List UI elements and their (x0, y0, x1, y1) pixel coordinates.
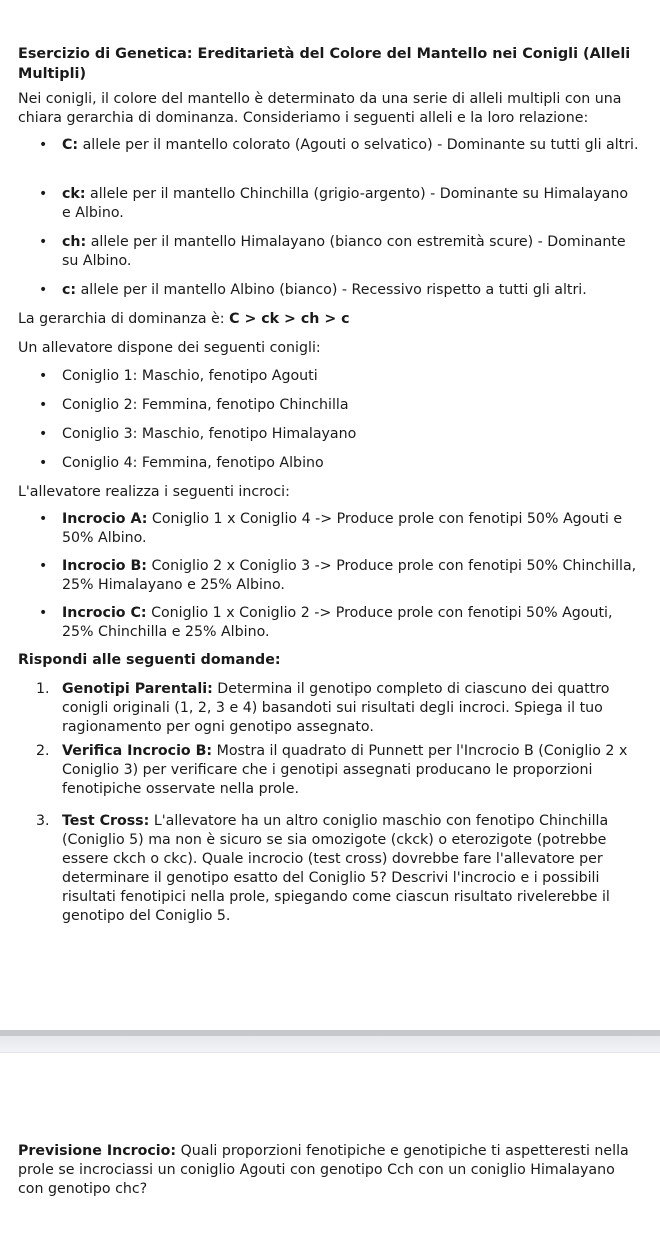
allele-description: allele per il mantello Chinchilla (grigio-argento) - Dominante su Himalayano e Albino. (62, 186, 629, 221)
question-number: 2. (36, 743, 50, 759)
cross-label: Incrocio A: (62, 511, 148, 527)
question-item (36, 742, 640, 799)
allele-symbol: c: (62, 282, 77, 298)
prediction-text: Quali proporzioni fenotipiche e genotipiche ti aspetteresti nella prole se incrociassi un coniglio Agouti con genotipo Cch con un coniglio Himalayano con genotipo chc? (18, 1143, 629, 1197)
hierarchy-value: C > ck > ch > c (229, 311, 350, 327)
crosses-intro: L'allevatore realizza i seguenti incroci: (18, 484, 290, 500)
cross-item (62, 557, 640, 595)
question-label: Verifica Incrocio B: (62, 743, 213, 759)
questions-heading: Rispondi alle seguenti domande: (18, 652, 281, 668)
rabbit-item: • Coniglio 3: Maschio, fenotipo Himalayano (62, 425, 640, 444)
allele-symbol: ch: (62, 234, 87, 250)
breeder-intro: Un allevatore dispone dei seguenti conigli: (18, 340, 321, 356)
allele-item (62, 233, 640, 271)
question-text: Determina il genotipo completo di ciascuno dei quattro conigli originali (1, 2, 3 e 4) basandoti sui risultati degli incroci. Spiega il tuo ragionamento per ogni genotipo assegnato. (62, 681, 610, 735)
cross-item (62, 604, 640, 642)
cross-description: Coniglio 1 x Coniglio 2 -> Produce prole con fenotipi 50% Agouti, 25% Chinchilla e 25% Albino. (62, 605, 613, 640)
allele-symbol: ck: (62, 186, 86, 202)
question-item (36, 680, 640, 737)
allele-item (62, 281, 640, 300)
prediction-question (18, 1142, 638, 1199)
allele-symbol: C: (62, 137, 79, 153)
intro-paragraph: Nei conigli, il colore del mantello è determinato da una serie di alleli multipli con una chiara gerarchia di dominanza. Consideriamo i seguenti alleli e la loro relazione: (18, 91, 622, 126)
cross-label: Incrocio C: (62, 605, 147, 621)
question-text: L'allevatore ha un altro coniglio maschio con fenotipo Chinchilla (Coniglio 5) ma non è sicuro se sia omozigote (ckck) o eterozigote (potrebbe essere ckch o ckc). Quale incrocio (test cross) dovrebbe fare l'allevatore per determinare il genotipo esatto del Coniglio 5? Descrivi l'incrocio e i possibili risultati fenotipici nella prole, spiegando come ciascun risultato rivelerebbe il genotipo del Coniglio 5. (62, 813, 610, 924)
question-number: 1. (36, 681, 50, 697)
question-label: Test Cross: (62, 813, 150, 829)
exercise-title: Esercizio di Genetica: Ereditarietà del Colore del Mantello nei Conigli (Alleli Multipli) (18, 46, 631, 82)
hierarchy-label: La gerarchia di dominanza è: (18, 311, 230, 327)
question-label: Genotipi Parentali: (62, 681, 213, 697)
question-number: 3. (36, 813, 50, 829)
question-text: Mostra il quadrato di Punnett per l'Incrocio B (Coniglio 2 x Coniglio 3) per verificare che i genotipi assegnati producano le proporzioni fenotipiche osservate nella prole. (62, 743, 628, 797)
prediction-label: Previsione Incrocio: (18, 1143, 177, 1159)
section-divider (0, 1030, 660, 1052)
question-item (36, 812, 640, 926)
cross-description: Coniglio 2 x Coniglio 3 -> Produce prole con fenotipi 50% Chinchilla, 25% Himalayano e 25% Albino. (62, 558, 637, 593)
cross-item (62, 510, 640, 548)
rabbit-item: • Coniglio 2: Femmina, fenotipo Chinchilla (62, 396, 640, 415)
allele-description: allele per il mantello Albino (bianco) - Recessivo rispetto a tutti gli altri. (76, 282, 587, 298)
cross-description: Coniglio 1 x Coniglio 4 -> Produce prole con fenotipi 50% Agouti e 50% Albino. (62, 511, 623, 546)
rabbit-item: • Coniglio 4: Femmina, fenotipo Albino (62, 454, 640, 473)
dominance-hierarchy (18, 310, 638, 329)
section-divider-edge (0, 1052, 660, 1053)
cross-label: Incrocio B: (62, 558, 147, 574)
allele-description: allele per il mantello Himalayano (bianco con estremità scure) - Dominante su Albino. (62, 234, 626, 269)
allele-description: allele per il mantello colorato (Agouti o selvatico) - Dominante su tutti gli altri. (78, 137, 639, 153)
allele-item (62, 185, 640, 223)
rabbit-item: • Coniglio 1: Maschio, fenotipo Agouti (62, 367, 640, 386)
allele-item (62, 136, 640, 155)
